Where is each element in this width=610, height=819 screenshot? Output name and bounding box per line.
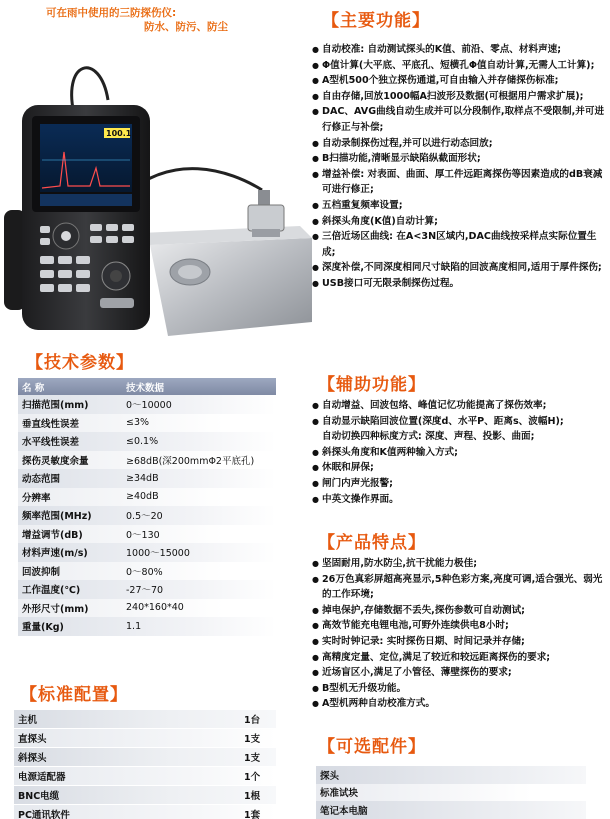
tech-header-value: 技术数据 (126, 382, 165, 394)
optional-accessories-table (316, 766, 586, 819)
table-row (14, 786, 276, 805)
table-row (18, 395, 276, 414)
table-row (18, 599, 276, 618)
aux-feature-item: ● 自动显示缺陷回波位置(深度d、水平P、距离s、波幅H); (312, 414, 608, 430)
main-features-list (312, 42, 608, 292)
product-feature-item: ● 实时时钟记录: 实时探伤日期、时间记录并存储; (312, 634, 608, 650)
aux-feature-item: ● 闸门内声光报警; (312, 476, 608, 492)
aux-feature-item: ● 自动增益、回波包络、峰值记忆功能提高了探伤效率; (312, 398, 608, 414)
product-features-heading: 【产品特点】 (318, 533, 426, 553)
accessory-item: 探头 (316, 766, 586, 784)
table-row (14, 805, 276, 819)
main-feature-item: ● 增益补偿: 对表面、曲面、厚工件远距离探伤等因素造成的dB衰减可进行修正; (312, 167, 608, 198)
main-feature-item: ● A型机500个独立探伤通道,可自由输入并存储探伤标准; (312, 73, 608, 89)
param-value: 0～80% (126, 566, 163, 578)
table-row (18, 414, 276, 433)
param-name: 分辨率 (22, 492, 51, 504)
product-features-list (312, 556, 608, 712)
product-feature-item: ● B型机无升级功能。 (312, 681, 608, 697)
standard-config-heading: 【标准配置】 (20, 685, 128, 705)
param-name: 外形尺寸(mm) (22, 603, 89, 615)
param-name: 增益调节(dB) (22, 529, 83, 541)
tagline-line2: 防水、防污、防尘 (144, 21, 228, 33)
main-feature-item: ● DAC、AVG曲线自动生成并可以分段制作,取样点不受限制,并可进行修正与补偿; (312, 104, 608, 135)
param-name: 工作温度(℃) (22, 585, 81, 597)
config-item: BNC电缆 (18, 791, 60, 802)
tech-params-table (18, 378, 276, 636)
product-feature-item: ● A型机两种自动校准方式。 (312, 696, 608, 712)
param-value: 240*160*40 (126, 602, 184, 614)
config-item: 电源适配器 (18, 772, 66, 783)
main-feature-item: ● B扫描功能,清晰显示缺陷纵截面形状; (312, 151, 608, 167)
main-feature-item: ● 斜探头角度(K值)自动计算; (312, 214, 608, 230)
param-value: 1.1 (126, 620, 142, 632)
aux-features-heading: 【辅助功能】 (318, 375, 426, 395)
accessory-item: 标准试块 (316, 784, 586, 802)
screen-reading: 100.1 (106, 129, 132, 138)
param-value: -27～70 (126, 585, 164, 597)
aux-feature-item: ● 休眠和屏保; (312, 460, 608, 476)
product-feature-item: ● 高效节能充电锂电池,可野外连续供电8小时; (312, 618, 608, 634)
main-feature-item: ● Φ值计算(大平底、平底孔、短横孔Φ值自动计算,无需人工计算); (312, 58, 608, 74)
table-row (14, 729, 276, 748)
table-row (18, 506, 276, 525)
steel-test-block (140, 226, 312, 336)
product-photo (0, 40, 312, 340)
param-value: 1000～15000 (126, 548, 190, 560)
config-item: 斜探头 (18, 753, 47, 764)
param-name: 材料声速(m/s) (22, 548, 88, 560)
tech-table-header (18, 378, 276, 395)
tech-header-name: 名 称 (22, 382, 45, 394)
standard-config-table (14, 710, 276, 819)
table-row (18, 543, 276, 562)
product-feature-item: ● 高精度定量、定位,满足了较近和较远距离探伤的要求; (312, 650, 608, 666)
table-row (18, 451, 276, 470)
config-quantity: 1台 (244, 715, 261, 726)
aux-feature-item: ● 斜探头角度和K值两种输入方式; (312, 445, 608, 461)
config-quantity: 1套 (244, 810, 261, 819)
table-row (18, 469, 276, 488)
main-feature-item: ● 自动校准: 自动测试探头的K值、前沿、零点、材料声速; (312, 42, 608, 58)
config-item: PC通讯软件 (18, 810, 70, 819)
param-name: 频率范围(MHz) (22, 511, 92, 523)
config-quantity: 1支 (244, 734, 261, 745)
tech-params-heading: 【技术参数】 (26, 353, 134, 373)
accessory-item: 笔记本电脑 (316, 801, 586, 819)
main-feature-item: ● 自由存储,回放1000幅A扫波形及数据(可根据用户需求扩展); (312, 89, 608, 105)
product-feature-item: ● 坚固耐用,防水防尘,抗干扰能力极佳; (312, 556, 608, 572)
param-value: 0.5～20 (126, 511, 163, 523)
probe (248, 190, 284, 237)
main-feature-item: ● 五档重复频率设置; (312, 198, 608, 214)
config-quantity: 1个 (244, 772, 261, 783)
main-feature-item: ● 深度补偿,不同深度相同尺寸缺陷的回波高度相同,适用于厚件探伤; (312, 260, 608, 276)
table-row (14, 748, 276, 767)
config-item: 直探头 (18, 734, 47, 745)
aux-feature-item: ● 中英文操作界面。 (312, 492, 608, 508)
param-value: ≥40dB (126, 491, 159, 503)
param-value: ≥68dB(深200mmΦ2平底孔) (126, 455, 255, 467)
param-name: 探伤灵敏度余量 (22, 455, 89, 467)
aux-feature-item: 自动切换四种标度方式: 深度、声程、投影、曲面; (322, 431, 535, 443)
product-feature-item: ● 掉电保护,存储数据不丢失,探伤参数可自动测试; (312, 603, 608, 619)
aux-features-list (312, 398, 608, 507)
optional-accessories-heading: 【可选配件】 (318, 737, 426, 757)
table-row (18, 432, 276, 451)
table-row (14, 710, 276, 729)
table-row (18, 580, 276, 599)
param-value: 0～10000 (126, 400, 172, 412)
table-row (18, 562, 276, 581)
main-feature-item: ● 三倍近场区曲线: 在A<3N区域内,DAC曲线按采样点实际位置生成; (312, 229, 608, 260)
tagline-line1: 可在雨中使用的三防探伤仪: (46, 7, 177, 19)
product-feature-item: ● 近场盲区小,满足了小管径、薄壁探伤的要求; (312, 665, 608, 681)
main-features-heading: 【主要功能】 (322, 11, 430, 31)
table-row (14, 767, 276, 786)
param-value: ≤3% (126, 417, 150, 429)
config-quantity: 1支 (244, 753, 261, 764)
table-row (18, 488, 276, 507)
param-name: 扫描范围(mm) (22, 400, 89, 412)
table-row (18, 617, 276, 636)
main-feature-item: ● 自动录制探伤过程,并可以进行动态回放; (312, 136, 608, 152)
param-name: 回波抑制 (22, 566, 61, 578)
param-name: 动态范围 (22, 474, 61, 486)
config-item: 主机 (18, 715, 38, 726)
param-name: 垂直线性误差 (22, 418, 80, 430)
param-name: 水平线性误差 (22, 437, 80, 449)
main-feature-item: ● USB接口可无限录制探伤过程。 (312, 276, 608, 292)
param-value: 0～130 (126, 529, 160, 541)
product-feature-item: ● 26万色真彩屏超高亮显示,5种色彩方案,亮度可调,适合强光、弱光的工作环境; (312, 572, 608, 603)
param-name: 重量(Kg) (22, 622, 64, 634)
param-value: ≤0.1% (126, 435, 159, 447)
flaw-detector-device (4, 105, 150, 330)
param-value: ≥34dB (126, 472, 159, 484)
tagline (46, 6, 306, 34)
config-quantity: 1根 (244, 791, 261, 802)
table-row (18, 525, 276, 544)
